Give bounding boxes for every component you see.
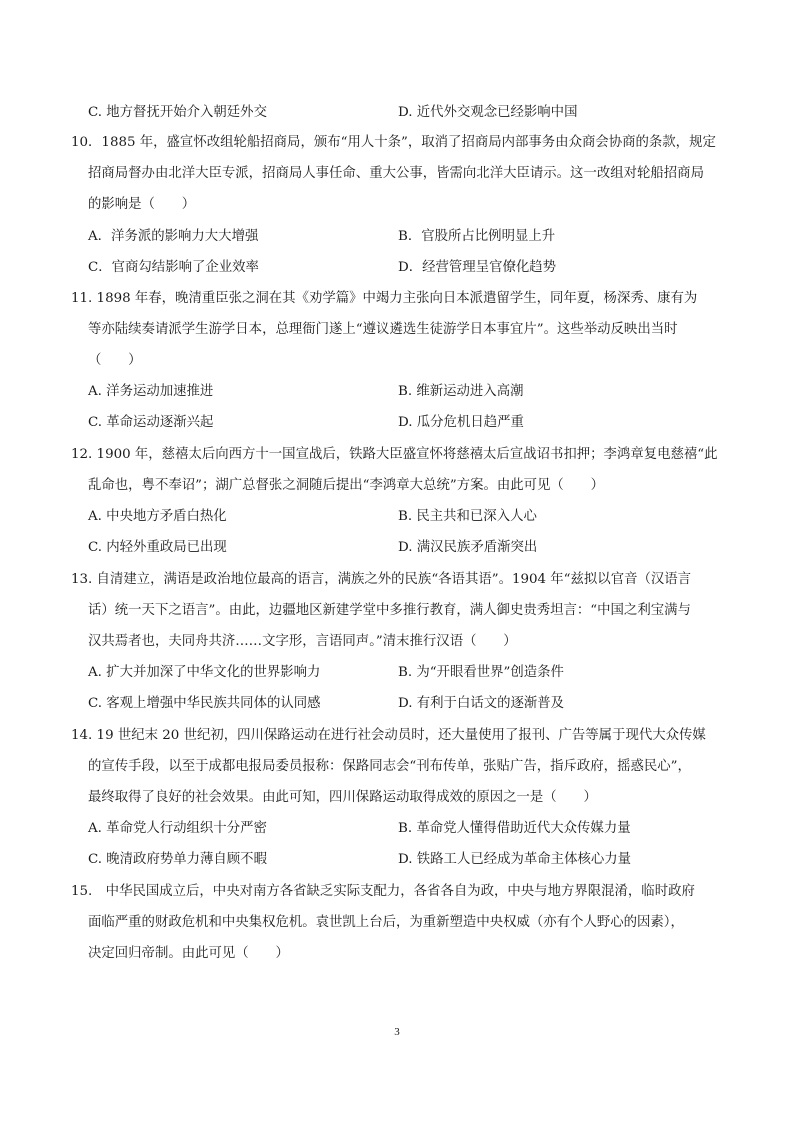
q13-option-a[interactable]: A. 扩大并加深了中华文化的世界影响力 <box>88 665 321 680</box>
q13-stem-line-3: 汉共焉者也，夫同舟共济……文字形，言语同声。”清末推行汉语（ ） <box>88 634 517 649</box>
q9-option-d[interactable]: D. 近代外交观念已经影响中国 <box>398 105 578 120</box>
q12-option-b[interactable]: B. 民主共和已深入人心 <box>398 509 537 524</box>
q10-stem-line-3: 的影响是（ ） <box>88 197 196 212</box>
q12-option-d[interactable]: D. 满汉民族矛盾渐突出 <box>398 540 538 555</box>
q14-stem-line-1: 14. 19 世纪末 20 世纪初，四川保路运动在进行社会动员时，还大量使用了报刊、广告等属于现代大众传媒 <box>71 728 706 743</box>
q10-option-d[interactable]: D．经营管理呈官僚化趋势 <box>398 260 557 275</box>
q11-stem-line-2: 等亦陆续奏请派学生游学日本，总理衙门遂上“遵议遴选生徒游学日本事宜片”。这些举动反映出当时 <box>88 322 678 337</box>
q15-stem-line-1: 15. 中华民国成立后，中央对南方各省缺乏实际支配力，各省各自为政，中央与地方界限混淆，临时政府 <box>71 884 695 899</box>
q14-option-b[interactable]: B. 革命党人懂得借助近代大众传媒力量 <box>398 821 631 836</box>
q11-option-d[interactable]: D. 瓜分危机日趋严重 <box>398 415 524 430</box>
q11-option-b[interactable]: B. 维新运动进入高潮 <box>398 384 524 399</box>
q14-option-c[interactable]: C. 晚清政府势单力薄自顾不暇 <box>88 852 267 867</box>
q13-option-b[interactable]: B. 为“开眼看世界”创造条件 <box>398 665 564 680</box>
q12-stem-line-1: 12. 1900 年，慈禧太后向西方十一国宣战后，铁路大臣盛宣怀将慈禧太后宣战诏书扣押；李鸿章复电慈禧“此 <box>71 447 718 462</box>
q12-option-c[interactable]: C. 内轻外重政局已出现 <box>88 540 227 555</box>
page-number: 3 <box>394 1026 400 1038</box>
q9-option-c[interactable]: C. 地方督抚开始介入朝廷外交 <box>88 105 267 120</box>
q12-option-a[interactable]: A. 中央地方矛盾白热化 <box>88 509 227 524</box>
q10-option-b[interactable]: B．官股所占比例明显上升 <box>398 229 556 244</box>
q10-stem-line-2: 招商局督办由北洋大臣专派，招商局人事任命、重大公事，皆需向北洋大臣请示。这一改组对轮船招商局 <box>88 166 704 181</box>
q11-option-a[interactable]: A. 洋务运动加速推进 <box>88 384 214 399</box>
q11-option-c[interactable]: C. 革命运动逐渐兴起 <box>88 415 214 430</box>
q14-option-a[interactable]: A. 革命党人行动组织十分严密 <box>88 821 267 836</box>
q14-option-d[interactable]: D. 铁路工人已经成为革命主体核心力量 <box>398 852 632 867</box>
q15-stem-line-3: 决定回归帝制。由此可见（ ） <box>88 946 289 961</box>
q11-stem-line-1: 11. 1898 年春，晚清重臣张之洞在其《劝学篇》中竭力主张向日本派遣留学生，同年夏，杨深秀、康有为 <box>71 291 698 306</box>
q14-stem-line-3: 最终取得了良好的社会效果。由此可知，四川保路运动取得成效的原因之一是（ ） <box>88 790 597 805</box>
q11-stem-line-3: （ ） <box>88 353 142 368</box>
q13-option-d[interactable]: D. 有利于白话文的逐渐普及 <box>398 696 565 711</box>
q10-stem-line-1: 10．1885 年，盛宣怀改组轮船招商局，颁布“用人十条”，取消了招商局内部事务由众商会协商的条款，规定 <box>71 135 716 150</box>
q13-stem-line-1: 13. 自清建立，满语是政治地位最高的语言，满族之外的民族“各语其语”。1904 年“兹拟以官音（汉语言 <box>71 572 692 587</box>
q13-option-c[interactable]: C. 客观上增强中华民族共同体的认同感 <box>88 696 321 711</box>
q12-stem-line-2: 乱命也，粤不奉诏”；湖广总督张之洞随后提出“李鸿章大总统”方案。由此可见（ ） <box>88 478 604 493</box>
q13-stem-line-2: 话）统一天下之语言”。由此，边疆地区新建学堂中多推行教育，满人御史贵秀坦言：“中国之利宝满与 <box>88 603 691 618</box>
q10-option-a[interactable]: A．洋务派的影响力大大增强 <box>88 229 259 244</box>
q15-stem-line-2: 面临严重的财政危机和中央集权危机。袁世凯上台后，为重新塑造中央权威（亦有个人野心的因素）， <box>88 915 684 930</box>
q14-stem-line-2: 的宣传手段，以至于成都电报局委员报称：保路同志会“刊布传单，张贴广告，指斥政府，摇惑民心”， <box>88 759 691 774</box>
q10-option-c[interactable]: C．官商勾结影响了企业效率 <box>88 260 259 275</box>
